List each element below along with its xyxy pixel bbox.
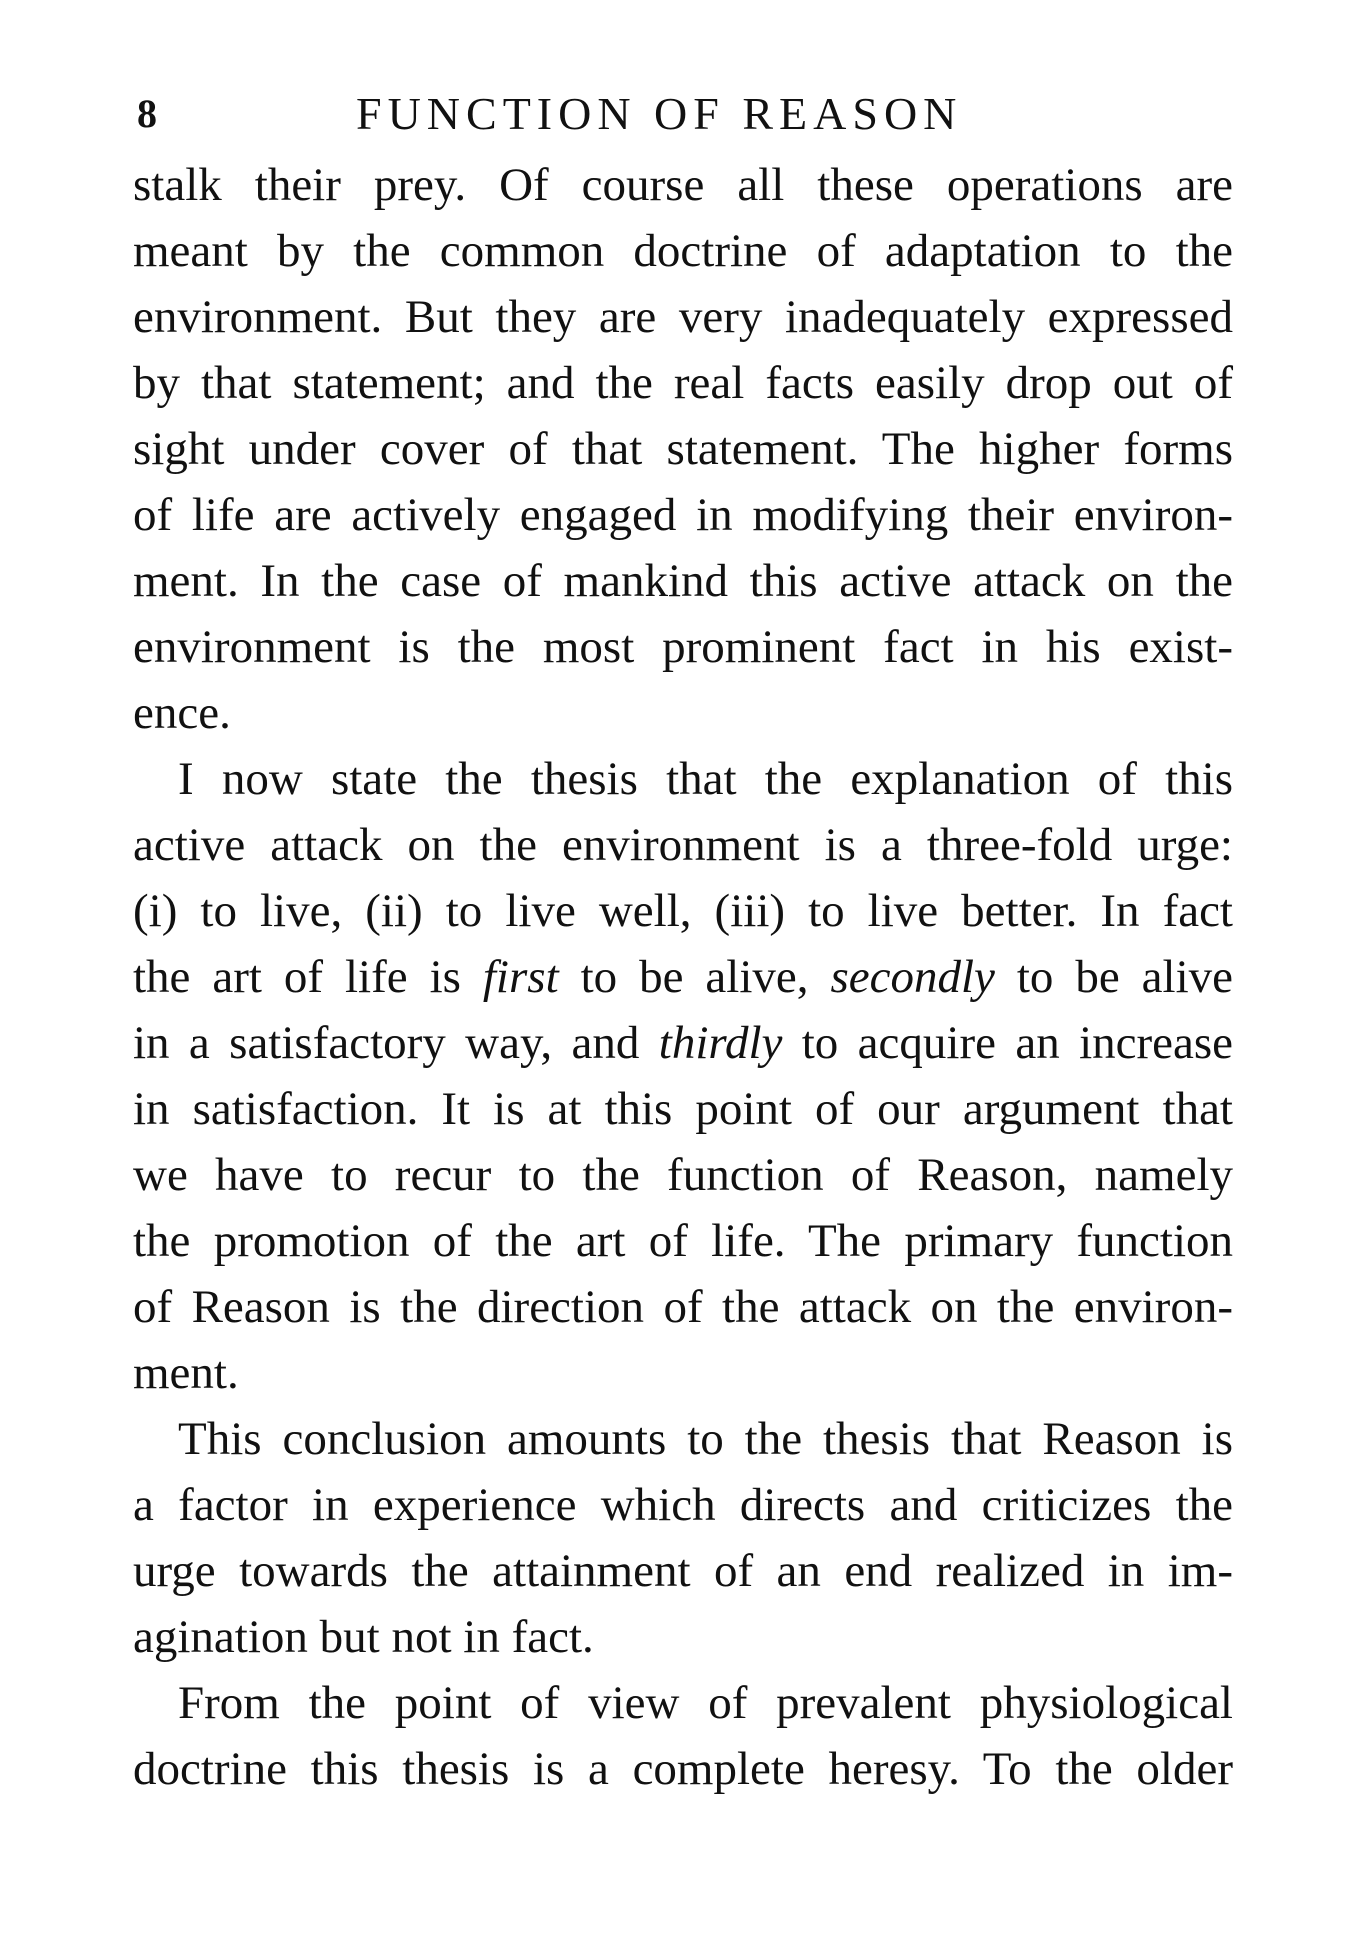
paragraph-3 — [133, 1406, 1233, 1670]
text-line: by that statement; and the real facts easily drop out of — [133, 357, 1233, 409]
text-line: of life are actively engaged in modifying their environ- — [133, 489, 1233, 541]
page-number: 8 — [137, 91, 157, 136]
text-line: of Reason is the direction of the attack on the environ- — [133, 1281, 1233, 1333]
text-line-with-emphasis — [133, 1010, 1233, 1076]
text-line-with-emphasis — [133, 944, 1233, 1010]
text-line: agination but not in fact. — [133, 1611, 594, 1663]
text-line: doctrine this thesis is a complete heresy. To the older — [133, 1743, 1233, 1795]
running-title: FUNCTION OF REASON — [356, 88, 963, 139]
text-line: stalk their prey. Of course all these operations are — [133, 159, 1233, 211]
paragraph-2 — [133, 746, 1233, 1406]
text-line: I now state the thesis that the explanation of this — [178, 753, 1233, 805]
text-line: environment is the most prominent fact in his exist- — [133, 621, 1233, 673]
emphasis-first: first — [482, 951, 559, 1003]
paragraph-4 — [133, 1670, 1233, 1802]
text-line: in satisfaction. It is at this point of our argument that — [133, 1083, 1233, 1135]
text-line: (i) to live, (ii) to live well, (iii) to live better. In fact — [133, 885, 1233, 937]
body-text — [133, 152, 1233, 1802]
text-line: the promotion of the art of life. The primary function — [133, 1215, 1233, 1267]
text-line: ment. — [133, 1347, 239, 1399]
text-line: This conclusion amounts to the thesis that Reason is — [178, 1413, 1233, 1465]
paragraph-1 — [133, 152, 1233, 746]
text-line: ence. — [133, 687, 231, 739]
text-line: From the point of view of prevalent physiological — [178, 1677, 1233, 1729]
text-run: to acquire an increase — [782, 1017, 1234, 1069]
emphasis-thirdly: thirdly — [658, 1017, 783, 1069]
text-run: to be alive — [994, 951, 1233, 1003]
text-run: in a satisfactory way, and — [133, 1017, 659, 1069]
text-line: a factor in experience which directs and criticizes the — [133, 1479, 1233, 1531]
text-line: ment. In the case of mankind this active attack on the — [133, 555, 1233, 607]
text-line: active attack on the environment is a three-fold urge: — [133, 819, 1233, 871]
text-run: the art of life is — [133, 951, 483, 1003]
page-header — [137, 84, 1237, 144]
emphasis-secondly: secondly — [830, 951, 995, 1003]
text-line: sight under cover of that statement. The higher forms — [133, 423, 1233, 475]
text-line: urge towards the attainment of an end realized in im- — [133, 1545, 1233, 1597]
text-line: meant by the common doctrine of adaptation to the — [133, 225, 1233, 277]
text-line: environment. But they are very inadequately expressed — [133, 291, 1233, 343]
text-run: to be alive, — [558, 951, 831, 1003]
text-line: we have to recur to the function of Reason, namely — [133, 1149, 1233, 1201]
